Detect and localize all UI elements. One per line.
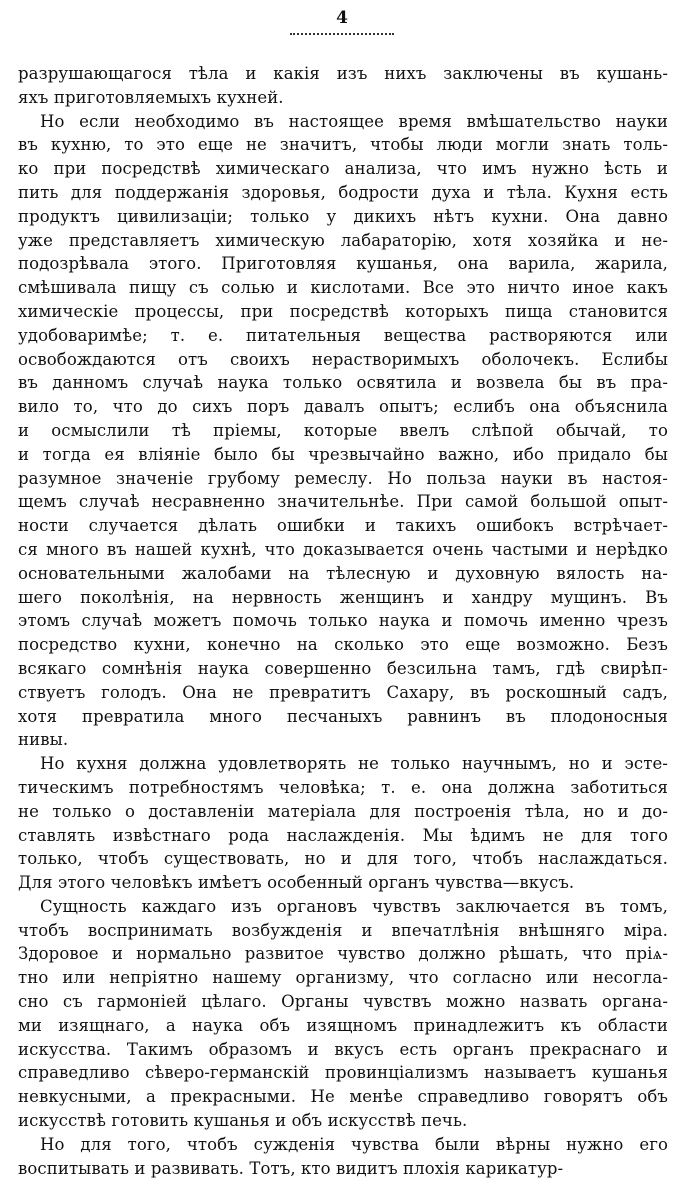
text-line: ствуетъ голодъ. Она не превратитъ Сахару, въ роскошный садъ, <box>18 682 668 702</box>
text-line: чтобъ воспринимать возбужденія и впечатлѣнія внѣшняго міра. <box>18 920 668 940</box>
text-line: только, чтобъ существовать, но и для того, чтобъ наслаждаться. <box>18 849 668 869</box>
text-line: и осмыслили тѣ пріемы, которые ввелъ слѣпой обычай, то <box>18 420 668 440</box>
text-line: шего поколѣнія, на нервность женщинъ и хандру мущинъ. Въ <box>18 587 668 607</box>
text-line: смѣшивала пищу съ солью и кислотами. Все это ничто иное какъ <box>18 278 668 298</box>
text-column <box>18 62 668 1180</box>
text-line: посредство кухни, конечно на сколько это еще возможно. Безъ <box>18 635 668 655</box>
text-line: нивы. <box>18 730 69 750</box>
text-line: химическіе процессы, при посредствѣ которыхъ пища становится <box>18 301 668 321</box>
text-line: яхъ приготовляемыхъ кухней. <box>18 87 284 107</box>
text-line: пить для поддержанія здоровья, бодрости духа и тѣла. Кухня есть <box>18 182 668 202</box>
text-line: подозрѣвала этого. Приготовляя кушанья, она варила, жарила, <box>18 254 668 274</box>
paragraph <box>18 752 668 895</box>
header-divider <box>290 33 394 35</box>
text-line: въ данномъ случаѣ наука только освятила и возвела бы въ пра- <box>18 373 668 393</box>
text-line: тическимъ потребностямъ человѣка; т. е. она должна заботиться <box>18 777 668 797</box>
text-line: воспитывать и развивать. Тотъ, кто видитъ плохія карикатур- <box>18 1158 564 1178</box>
text-line: Здоровое и нормально развитое чувство должно рѣшать, что пріѧ- <box>18 944 668 964</box>
text-line: щемъ случаѣ несравненно значительнѣе. При самой большой опыт- <box>18 492 668 512</box>
text-line: Но кухня должна удовлетворять не только научнымъ, но и эсте- <box>40 754 668 774</box>
text-line: продуктъ цивилизаціи; только у дикихъ нѣтъ кухни. Она давно <box>18 206 668 226</box>
text-line: не только о доставленіи матеріала для построенія тѣла, но и до- <box>18 801 668 821</box>
text-line: и тогда ея вліяніе было бы чрезвычайно важно, ибо придало бы <box>18 444 668 464</box>
page-header <box>0 8 684 28</box>
page-number: 4 <box>336 8 348 28</box>
text-line: Но для того, чтобъ сужденія чувства были вѣрны нужно его <box>40 1134 668 1154</box>
text-line: искусства. Такимъ образомъ и вкусъ есть органъ прекраснаго и <box>18 1039 668 1059</box>
text-line: вило то, что до сихъ поръ давалъ опытъ; еслибъ она объяснила <box>18 397 668 417</box>
text-line: въ кухню, то это еще не значитъ, чтобы люди могли знать толь- <box>18 135 668 155</box>
text-line: справедливо сѣверо-германскій провинціализмъ называетъ кушанья <box>18 1063 668 1083</box>
text-line: ми изящнаго, а наука объ изящномъ принадлежитъ къ области <box>18 1015 668 1035</box>
text-line: Но если необходимо въ настоящее время вмѣшательство науки <box>40 111 668 131</box>
text-line: уже представляетъ химическую лабараторію, хотя хозяйка и не- <box>18 230 668 250</box>
paragraph <box>18 110 668 753</box>
text-line: искусствѣ готовить кушанья и объ искусствѣ печь. <box>18 1111 468 1131</box>
text-line: освобождаются отъ своихъ нерастворимыхъ оболочекъ. Еслибы <box>18 349 668 369</box>
text-line: ко при посредствѣ химическаго анализа, что имъ нужно ѣсть и <box>18 159 668 179</box>
text-line: всякаго сомнѣнія наука совершенно безсильна тамъ, гдѣ свирѣп- <box>18 658 668 678</box>
text-line: Для этого человѣкъ имѣетъ особенный органъ чувства—вкусъ. <box>18 873 575 893</box>
text-line: хотя превратила много песчаныхъ равнинъ въ плодоносныя <box>18 706 668 726</box>
text-line: удобоваримѣе; т. е. питательныя вещества растворяются или <box>18 325 668 345</box>
text-line: Сущность каждаго изъ органовъ чувствъ заключается въ томъ, <box>40 896 668 916</box>
paragraph <box>18 1133 668 1180</box>
text-line: ставлять извѣстнаго рода наслажденія. Мы ѣдимъ не для того <box>18 825 668 845</box>
text-line: разумное значеніе грубому ремеслу. Но польза науки въ настоя- <box>18 468 668 488</box>
text-line: разрушающагося тѣла и какія изъ нихъ заключены въ кушань- <box>18 64 668 83</box>
text-line: этомъ случаѣ можетъ помочь только наука и помочь именно чрезъ <box>18 611 668 631</box>
paragraph <box>18 62 668 110</box>
text-line: сно съ гармоніей цѣлаго. Органы чувствъ можно назвать органа- <box>18 992 668 1012</box>
text-line: основательными жалобами на тѣлесную и духовную вялость на- <box>18 563 668 583</box>
text-line: невкусными, а прекрасными. Не менѣе справедливо говорятъ объ <box>18 1087 668 1107</box>
text-line: тно или непріятно нашему организму, что согласно или несогла- <box>18 968 668 988</box>
text-line: ся много въ нашей кухнѣ, что доказывается очень частыми и нерѣдко <box>18 539 668 559</box>
text-line: ности случается дѣлать ошибки и такихъ ошибокъ встрѣчает- <box>18 516 668 536</box>
paragraph <box>18 895 668 1133</box>
